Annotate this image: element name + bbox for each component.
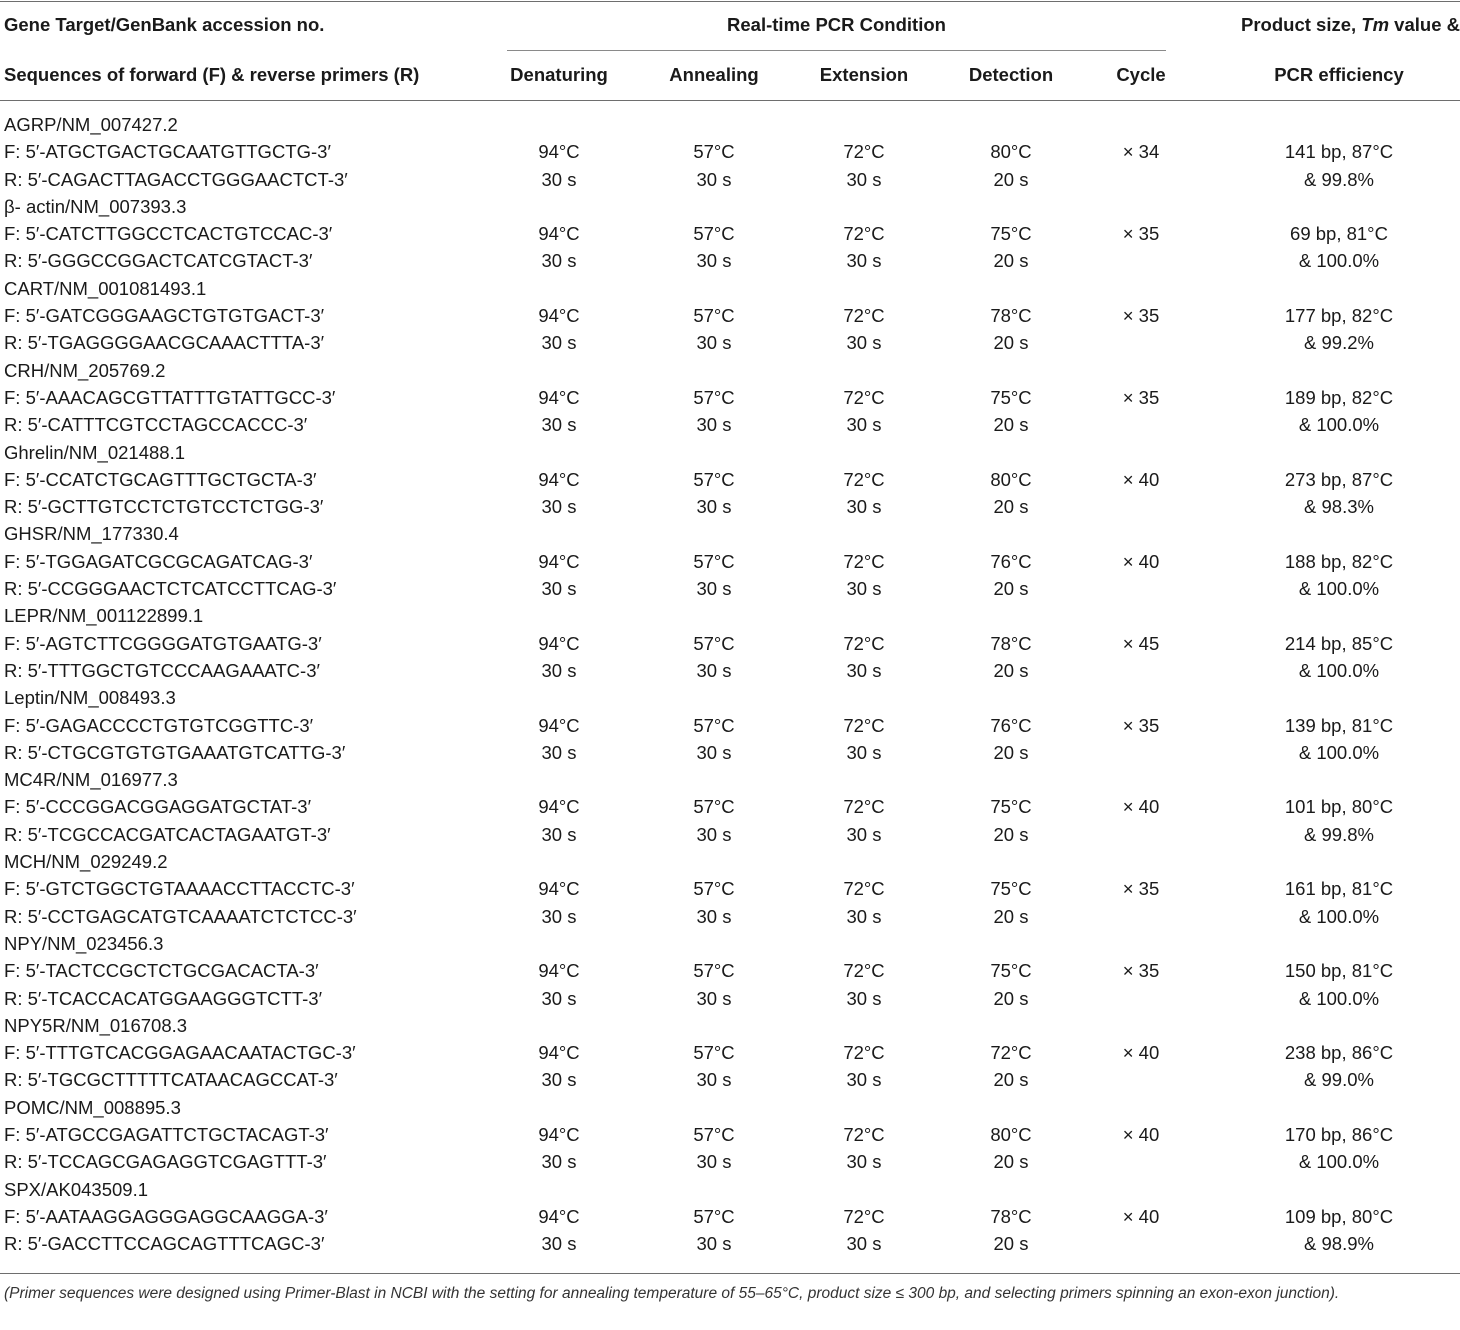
reverse-primer-row — [0, 657, 1460, 684]
forward-primer: F: 5′-ATGCTGACTGCAATGTTGCTG-3′ — [4, 141, 331, 163]
annealing-time: 30 s — [696, 741, 732, 763]
detection-time: 20 s — [993, 741, 1029, 763]
detection-time: 20 s — [993, 1069, 1029, 1091]
forward-primer-row — [0, 1121, 1460, 1148]
reverse-primer-row — [0, 1148, 1460, 1175]
annealing-temp: 57°C — [693, 1205, 735, 1227]
reverse-primer-row — [0, 329, 1460, 356]
annealing-temp: 57°C — [693, 468, 735, 490]
extension-time: 30 s — [846, 823, 882, 845]
gene-name-row — [0, 1094, 1460, 1121]
detection-time: 20 s — [993, 905, 1029, 927]
annealing-temp: 57°C — [693, 796, 735, 818]
detection-temp: 75°C — [990, 878, 1032, 900]
product-size-tm: 238 bp, 86°C — [1284, 1042, 1394, 1064]
detection-temp: 80°C — [990, 141, 1032, 163]
gene-name-row — [0, 193, 1460, 220]
denaturing-temp: 94°C — [538, 305, 580, 327]
extension-time: 30 s — [846, 1151, 882, 1173]
gene-name-row — [0, 111, 1460, 138]
detection-time: 20 s — [993, 823, 1029, 845]
gene-name: CRH/NM_205769.2 — [4, 359, 166, 381]
reverse-primer: R: 5′-GACCTTCCAGCAGTTTCAGC-3′ — [4, 1233, 325, 1255]
forward-primer: F: 5′-AAACAGCGTTATTTGTATTGCC-3′ — [4, 386, 336, 408]
annealing-time: 30 s — [696, 168, 732, 190]
extension-temp: 72°C — [843, 632, 885, 654]
detection-time: 20 s — [993, 332, 1029, 354]
cycle-count: × 35 — [1122, 878, 1160, 900]
pcr-efficiency: & 99.8% — [1304, 823, 1374, 845]
reverse-primer-row — [0, 575, 1460, 602]
annealing-time: 30 s — [696, 1069, 732, 1091]
gene-name-row — [0, 930, 1460, 957]
extension-temp: 72°C — [843, 468, 885, 490]
reverse-primer: R: 5′-GGGCCGGACTCATCGTACT-3′ — [4, 250, 313, 272]
extension-time: 30 s — [846, 250, 882, 272]
cycle-count: × 35 — [1122, 386, 1160, 408]
reverse-primer: R: 5′-CATTTCGTCCTAGCCACCC-3′ — [4, 414, 308, 436]
denaturing-temp: 94°C — [538, 632, 580, 654]
denaturing-temp: 94°C — [538, 1042, 580, 1064]
header-product-post: value & — [1389, 14, 1460, 35]
denaturing-temp: 94°C — [538, 1205, 580, 1227]
denaturing-time: 30 s — [541, 823, 577, 845]
detection-time: 20 s — [993, 1151, 1029, 1173]
detection-temp: 78°C — [990, 305, 1032, 327]
extension-temp: 72°C — [843, 1042, 885, 1064]
detection-temp: 76°C — [990, 714, 1032, 736]
cycle-count: × 35 — [1122, 223, 1160, 245]
cycle-count: × 40 — [1122, 796, 1160, 818]
detection-time: 20 s — [993, 250, 1029, 272]
annealing-temp: 57°C — [693, 1123, 735, 1145]
denaturing-temp: 94°C — [538, 141, 580, 163]
product-size-tm: 101 bp, 80°C — [1284, 796, 1394, 818]
annealing-time: 30 s — [696, 578, 732, 600]
forward-primer: F: 5′-GTCTGGCTGTAAAACCTTACCTC-3′ — [4, 878, 355, 900]
denaturing-time: 30 s — [541, 578, 577, 600]
header-product-size — [1200, 13, 1460, 37]
extension-time: 30 s — [846, 578, 882, 600]
forward-primer: F: 5′-TTTGTCACGGAGAACAATACTGC-3′ — [4, 1042, 356, 1064]
denaturing-temp: 94°C — [538, 878, 580, 900]
detection-time: 20 s — [993, 987, 1029, 1009]
pcr-efficiency: & 100.0% — [1298, 250, 1380, 272]
reverse-primer-row — [0, 985, 1460, 1012]
forward-primer-row — [0, 466, 1460, 493]
detection-time: 20 s — [993, 659, 1029, 681]
reverse-primer: R: 5′-CCGGGAACTCTCATCCTTCAG-3′ — [4, 578, 337, 600]
annealing-time: 30 s — [696, 1233, 732, 1255]
gene-name-row — [0, 357, 1460, 384]
gene-name: NPY/NM_023456.3 — [4, 932, 164, 954]
product-size-tm: 109 bp, 80°C — [1284, 1205, 1394, 1227]
annealing-temp: 57°C — [693, 223, 735, 245]
cycle-count: × 40 — [1122, 1205, 1160, 1227]
annealing-temp: 57°C — [693, 386, 735, 408]
pcr-efficiency: & 100.0% — [1298, 414, 1380, 436]
cycle-count: × 40 — [1122, 550, 1160, 572]
table-footnote: (Primer sequences were designed using Primer-Blast in NCBI with the setting for annealing temperature of 55–65°C, product size ≤ 300 bp, and selecting primers spinning an exon-exon junction). — [4, 1285, 1340, 1302]
gene-name: Ghrelin/NM_021488.1 — [4, 441, 185, 463]
pcr-efficiency: & 100.0% — [1298, 741, 1380, 763]
extension-time: 30 s — [846, 905, 882, 927]
forward-primer-row — [0, 793, 1460, 820]
cycle-count: × 40 — [1122, 468, 1160, 490]
forward-primer-row — [0, 1039, 1460, 1066]
annealing-temp: 57°C — [693, 878, 735, 900]
denaturing-time: 30 s — [541, 332, 577, 354]
denaturing-time: 30 s — [541, 1233, 577, 1255]
detection-temp: 75°C — [990, 796, 1032, 818]
annealing-time: 30 s — [696, 250, 732, 272]
extension-time: 30 s — [846, 659, 882, 681]
header-sequences: Sequences of forward (F) & reverse primers (R) — [4, 64, 420, 85]
cycle-count: × 35 — [1122, 714, 1160, 736]
product-size-tm: 150 bp, 81°C — [1284, 960, 1394, 982]
annealing-time: 30 s — [696, 905, 732, 927]
table-top-rule — [0, 1, 1460, 2]
gene-name: POMC/NM_008895.3 — [4, 1096, 181, 1118]
denaturing-time: 30 s — [541, 1069, 577, 1091]
denaturing-time: 30 s — [541, 250, 577, 272]
extension-time: 30 s — [846, 414, 882, 436]
forward-primer-row — [0, 630, 1460, 657]
gene-name-row — [0, 602, 1460, 629]
detection-temp: 75°C — [990, 386, 1032, 408]
forward-primer: F: 5′-CCCGGACGGAGGATGCTAT-3′ — [4, 796, 312, 818]
extension-time: 30 s — [846, 168, 882, 190]
denaturing-temp: 94°C — [538, 223, 580, 245]
pcr-efficiency: & 100.0% — [1298, 659, 1380, 681]
reverse-primer: R: 5′-CAGACTTAGACCTGGGAACTCT-3′ — [4, 168, 348, 190]
extension-temp: 72°C — [843, 796, 885, 818]
forward-primer-row — [0, 220, 1460, 247]
product-size-tm: 170 bp, 86°C — [1284, 1123, 1394, 1145]
header-cycle: Cycle — [1116, 64, 1166, 85]
denaturing-time: 30 s — [541, 496, 577, 518]
product-size-tm: 177 bp, 82°C — [1284, 305, 1394, 327]
denaturing-temp: 94°C — [538, 714, 580, 736]
pcr-efficiency: & 98.3% — [1304, 496, 1374, 518]
gene-name-row — [0, 520, 1460, 547]
reverse-primer: R: 5′-TCCAGCGAGAGGTCGAGTTT-3′ — [4, 1151, 327, 1173]
gene-name-row — [0, 1176, 1460, 1203]
product-size-tm: 161 bp, 81°C — [1284, 878, 1394, 900]
header-annealing: Annealing — [669, 64, 759, 85]
header-product-tm: Tm — [1361, 14, 1390, 35]
gene-name: NPY5R/NM_016708.3 — [4, 1014, 188, 1036]
denaturing-temp: 94°C — [538, 386, 580, 408]
extension-temp: 72°C — [843, 141, 885, 163]
extension-temp: 72°C — [843, 1123, 885, 1145]
pcr-efficiency: & 99.2% — [1304, 332, 1374, 354]
gene-name: SPX/AK043509.1 — [4, 1178, 148, 1200]
reverse-primer: R: 5′-TCACCACATGGAAGGGTCTT-3′ — [4, 987, 323, 1009]
reverse-primer: R: 5′-CCTGAGCATGTCAAAATCTCTCC-3′ — [4, 905, 357, 927]
annealing-time: 30 s — [696, 414, 732, 436]
reverse-primer: R: 5′-GCTTGTCCTCTGTCCTCTGG-3′ — [4, 496, 324, 518]
cycle-count: × 40 — [1122, 1123, 1160, 1145]
detection-temp: 75°C — [990, 960, 1032, 982]
gene-name: LEPR/NM_001122899.1 — [4, 605, 204, 627]
extension-time: 30 s — [846, 1233, 882, 1255]
denaturing-temp: 94°C — [538, 550, 580, 572]
detection-temp: 76°C — [990, 550, 1032, 572]
detection-temp: 80°C — [990, 1123, 1032, 1145]
cycle-count: × 35 — [1122, 960, 1160, 982]
cycle-count: × 35 — [1122, 305, 1160, 327]
gene-name-row — [0, 684, 1460, 711]
denaturing-time: 30 s — [541, 659, 577, 681]
extension-temp: 72°C — [843, 386, 885, 408]
reverse-primer-row — [0, 247, 1460, 274]
extension-temp: 72°C — [843, 223, 885, 245]
product-size-tm: 214 bp, 85°C — [1284, 632, 1394, 654]
header-product-pre: Product size, — [1241, 14, 1362, 35]
pcr-efficiency: & 100.0% — [1298, 905, 1380, 927]
detection-time: 20 s — [993, 1233, 1029, 1255]
extension-time: 30 s — [846, 741, 882, 763]
header-denaturing: Denaturing — [510, 64, 608, 85]
annealing-time: 30 s — [696, 987, 732, 1009]
header-pcr-efficiency: PCR efficiency — [1274, 64, 1404, 85]
product-size-tm: 188 bp, 82°C — [1284, 550, 1394, 572]
forward-primer: F: 5′-GATCGGGAAGCTGTGTGACT-3′ — [4, 305, 325, 327]
pcr-efficiency: & 100.0% — [1298, 1151, 1380, 1173]
gene-name: CART/NM_001081493.1 — [4, 277, 207, 299]
forward-primer: F: 5′-GAGACCCCTGTGTCGGTTC-3′ — [4, 714, 314, 736]
pcr-efficiency: & 100.0% — [1298, 987, 1380, 1009]
forward-primer: F: 5′-CCATCTGCAGTTTGCTGCTA-3′ — [4, 468, 317, 490]
reverse-primer-row — [0, 1066, 1460, 1093]
detection-time: 20 s — [993, 496, 1029, 518]
extension-temp: 72°C — [843, 714, 885, 736]
gene-name: GHSR/NM_177330.4 — [4, 523, 179, 545]
extension-time: 30 s — [846, 1069, 882, 1091]
forward-primer: F: 5′-TGGAGATCGCGCAGATCAG-3′ — [4, 550, 313, 572]
reverse-primer: R: 5′-CTGCGTGTGTGAAATGTCATTG-3′ — [4, 741, 346, 763]
detection-time: 20 s — [993, 578, 1029, 600]
reverse-primer-row — [0, 739, 1460, 766]
annealing-temp: 57°C — [693, 714, 735, 736]
reverse-primer-row — [0, 1230, 1460, 1257]
annealing-time: 30 s — [696, 332, 732, 354]
gene-name: AGRP/NM_007427.2 — [4, 114, 178, 135]
product-size-tm: 139 bp, 81°C — [1284, 714, 1394, 736]
header-extension: Extension — [819, 64, 909, 85]
header-pcr-condition: Real-time PCR Condition — [727, 14, 946, 35]
gene-name: β- actin/NM_007393.3 — [4, 195, 187, 217]
denaturing-time: 30 s — [541, 168, 577, 190]
detection-temp: 75°C — [990, 223, 1032, 245]
annealing-temp: 57°C — [693, 960, 735, 982]
reverse-primer-row — [0, 411, 1460, 438]
forward-primer-row — [0, 1203, 1460, 1230]
forward-primer-row — [0, 712, 1460, 739]
gene-name-row — [0, 1012, 1460, 1039]
forward-primer: F: 5′-TACTCCGCTCTGCGACACTA-3′ — [4, 960, 319, 982]
product-size-tm: 69 bp, 81°C — [1290, 223, 1388, 245]
extension-time: 30 s — [846, 496, 882, 518]
forward-primer-row — [0, 957, 1460, 984]
pcr-efficiency: & 100.0% — [1298, 578, 1380, 600]
reverse-primer: R: 5′-TGAGGGGAACGCAAACTTTA-3′ — [4, 332, 325, 354]
reverse-primer-row — [0, 493, 1460, 520]
gene-name-row — [0, 439, 1460, 466]
gene-name: MC4R/NM_016977.3 — [4, 769, 178, 791]
denaturing-time: 30 s — [541, 414, 577, 436]
cycle-count: × 45 — [1122, 632, 1160, 654]
header-bottom-rule — [0, 100, 1460, 101]
pcr-efficiency: & 99.0% — [1304, 1069, 1374, 1091]
header-group-rule — [507, 50, 1166, 51]
gene-name-row — [0, 275, 1460, 302]
extension-temp: 72°C — [843, 550, 885, 572]
forward-primer-row — [0, 302, 1460, 329]
reverse-primer-row — [0, 821, 1460, 848]
detection-temp: 78°C — [990, 632, 1032, 654]
forward-primer: F: 5′-CATCTTGGCCTCACTGTCCAC-3′ — [4, 223, 333, 245]
header-detection: Detection — [968, 64, 1054, 85]
extension-temp: 72°C — [843, 960, 885, 982]
forward-primer-row — [0, 138, 1460, 165]
extension-time: 30 s — [846, 987, 882, 1009]
extension-temp: 72°C — [843, 1205, 885, 1227]
denaturing-temp: 94°C — [538, 960, 580, 982]
extension-temp: 72°C — [843, 878, 885, 900]
annealing-temp: 57°C — [693, 550, 735, 572]
product-size-tm: 141 bp, 87°C — [1284, 141, 1394, 163]
detection-time: 20 s — [993, 168, 1029, 190]
pcr-efficiency: & 99.8% — [1304, 168, 1374, 190]
table-body — [0, 111, 1460, 1257]
annealing-time: 30 s — [696, 496, 732, 518]
gene-name-row — [0, 766, 1460, 793]
product-size-tm: 273 bp, 87°C — [1284, 468, 1394, 490]
extension-temp: 72°C — [843, 305, 885, 327]
gene-name-row — [0, 848, 1460, 875]
gene-name: MCH/NM_029249.2 — [4, 851, 168, 873]
denaturing-time: 30 s — [541, 905, 577, 927]
detection-temp: 72°C — [990, 1042, 1032, 1064]
reverse-primer-row — [0, 903, 1460, 930]
denaturing-time: 30 s — [541, 741, 577, 763]
annealing-time: 30 s — [696, 659, 732, 681]
extension-time: 30 s — [846, 332, 882, 354]
reverse-primer-row — [0, 166, 1460, 193]
reverse-primer: R: 5′-TCGCCACGATCACTAGAATGT-3′ — [4, 823, 331, 845]
annealing-temp: 57°C — [693, 141, 735, 163]
reverse-primer: R: 5′-TGCGCTTTTTCATAACAGCCAT-3′ — [4, 1069, 338, 1091]
pcr-efficiency: & 98.9% — [1304, 1233, 1374, 1255]
detection-temp: 80°C — [990, 468, 1032, 490]
detection-temp: 78°C — [990, 1205, 1032, 1227]
product-size-tm: 189 bp, 82°C — [1284, 386, 1394, 408]
table-bottom-rule — [0, 1273, 1460, 1274]
forward-primer: F: 5′-ATGCCGAGATTCTGCTACAGT-3′ — [4, 1123, 329, 1145]
denaturing-temp: 94°C — [538, 796, 580, 818]
gene-name: Leptin/NM_008493.3 — [4, 687, 176, 709]
forward-primer-row — [0, 384, 1460, 411]
annealing-time: 30 s — [696, 823, 732, 845]
annealing-temp: 57°C — [693, 305, 735, 327]
annealing-temp: 57°C — [693, 1042, 735, 1064]
denaturing-temp: 94°C — [538, 468, 580, 490]
cycle-count: × 34 — [1122, 141, 1160, 163]
denaturing-time: 30 s — [541, 987, 577, 1009]
detection-time: 20 s — [993, 414, 1029, 436]
forward-primer-row — [0, 875, 1460, 902]
header-gene-target: Gene Target/GenBank accession no. — [4, 14, 325, 35]
denaturing-temp: 94°C — [538, 1123, 580, 1145]
denaturing-time: 30 s — [541, 1151, 577, 1173]
forward-primer: F: 5′-AATAAGGAGGGAGGCAAGGA-3′ — [4, 1205, 328, 1227]
annealing-temp: 57°C — [693, 632, 735, 654]
forward-primer-row — [0, 548, 1460, 575]
annealing-time: 30 s — [696, 1151, 732, 1173]
reverse-primer: R: 5′-TTTGGCTGTCCCAAGAAATC-3′ — [4, 659, 320, 681]
forward-primer: F: 5′-AGTCTTCGGGGATGTGAATG-3′ — [4, 632, 322, 654]
cycle-count: × 40 — [1122, 1042, 1160, 1064]
